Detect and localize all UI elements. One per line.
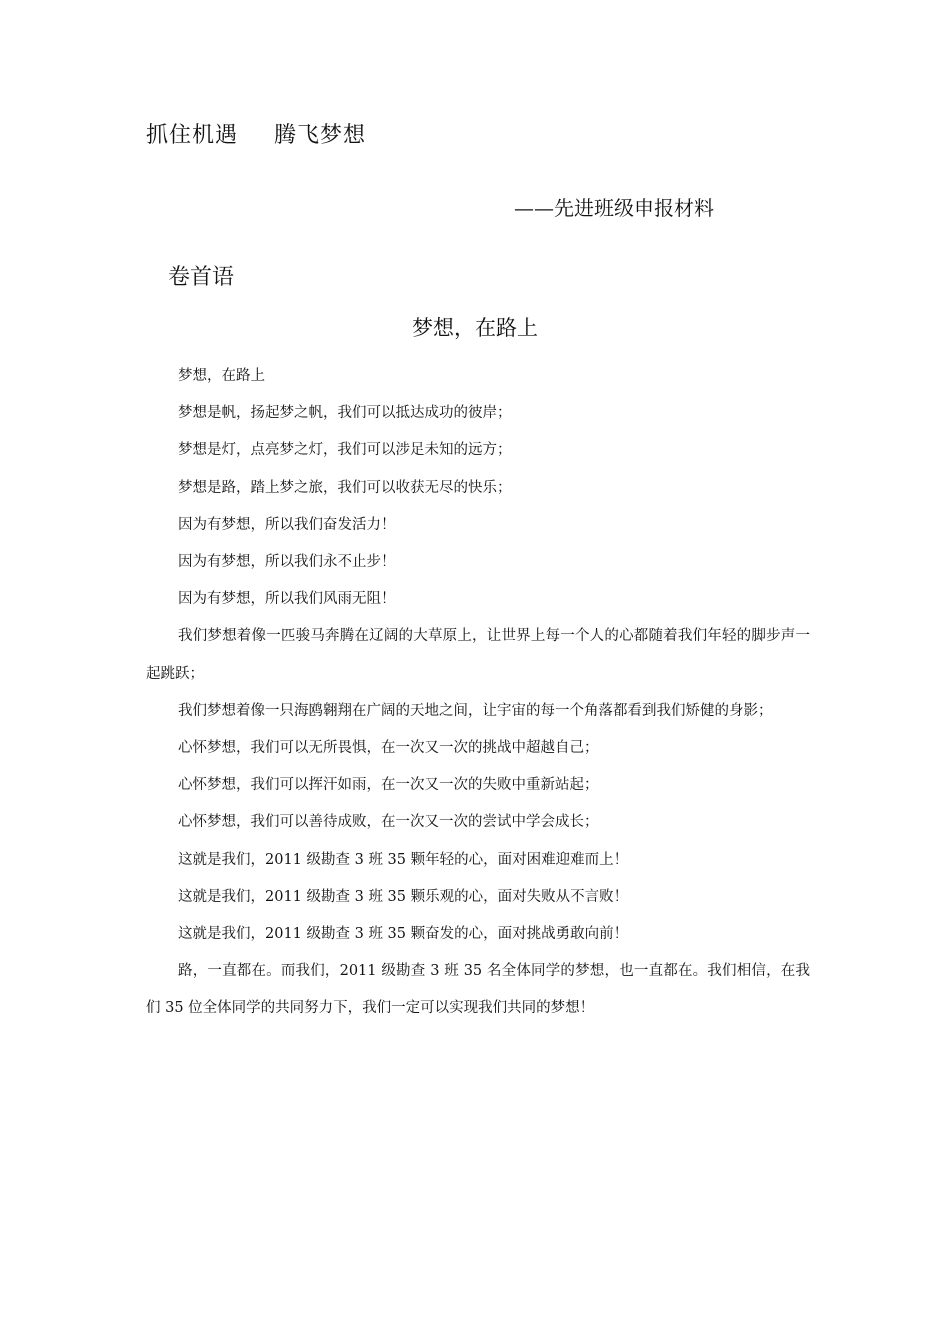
title-part-1: 抓住机遇 — [146, 123, 239, 148]
body-text — [146, 358, 810, 1028]
poem-line: 这就是我们，2011 级勘查 3 班 35 颗乐观的心，面对失败从不言败！ — [178, 888, 629, 905]
poem-line: 因为有梦想，所以我们风雨无阻！ — [178, 591, 396, 608]
document-subtitle: ——先进班级申报材料 — [514, 196, 714, 220]
poem-line: 这就是我们，2011 级勘查 3 班 35 颗年轻的心，面对困难迎难而上！ — [178, 851, 629, 868]
poem-line: 心怀梦想，我们可以善待成败，在一次又一次的尝试中学会成长； — [178, 814, 599, 831]
poem-line: 因为有梦想，所以我们永不止步！ — [178, 554, 396, 571]
poem-line: 因为有梦想，所以我们奋发活力！ — [178, 516, 396, 533]
paragraph-seagull: 我们梦想着像一只海鸥翱翔在广阔的天地之间，让宇宙的每一个角落都看到我们矫健的身影； — [178, 702, 773, 719]
poem-line: 梦想是灯，点亮梦之灯，我们可以涉足未知的远方； — [178, 442, 512, 459]
poem-line: 这就是我们，2011 级勘查 3 班 35 颗奋发的心，面对挑战勇敢向前！ — [178, 926, 629, 943]
poem-line: 心怀梦想，我们可以挥汗如雨，在一次又一次的失败中重新站起； — [178, 777, 599, 794]
document-title — [146, 118, 366, 149]
poem-line: 梦想，在路上 — [178, 368, 265, 384]
poem-title: 梦想，在路上 — [412, 316, 538, 340]
poem-line: 梦想是路，踏上梦之旅，我们可以收获无尽的快乐； — [178, 479, 512, 496]
section-heading: 卷首语 — [168, 265, 235, 290]
poem-line: 梦想是帆，扬起梦之帆，我们可以抵达成功的彼岸； — [178, 405, 512, 422]
paragraph-closing: 路，一直都在。而我们，2011 级勘查 3 班 35 名全体同学的梦想，也一直都在。我们相信，在我们 35 位全体同学的共同努力下，我们一定可以实现我们共同的梦想！ — [146, 963, 810, 1017]
paragraph-steed: 我们梦想着像一匹骏马奔腾在辽阔的大草原上，让世界上每一个人的心都随着我们年轻的脚步声一起跳跃； — [146, 628, 810, 682]
poem-line: 心怀梦想，我们可以无所畏惧，在一次又一次的挑战中超越自己； — [178, 740, 599, 757]
title-part-2: 腾飞梦想 — [274, 123, 367, 148]
